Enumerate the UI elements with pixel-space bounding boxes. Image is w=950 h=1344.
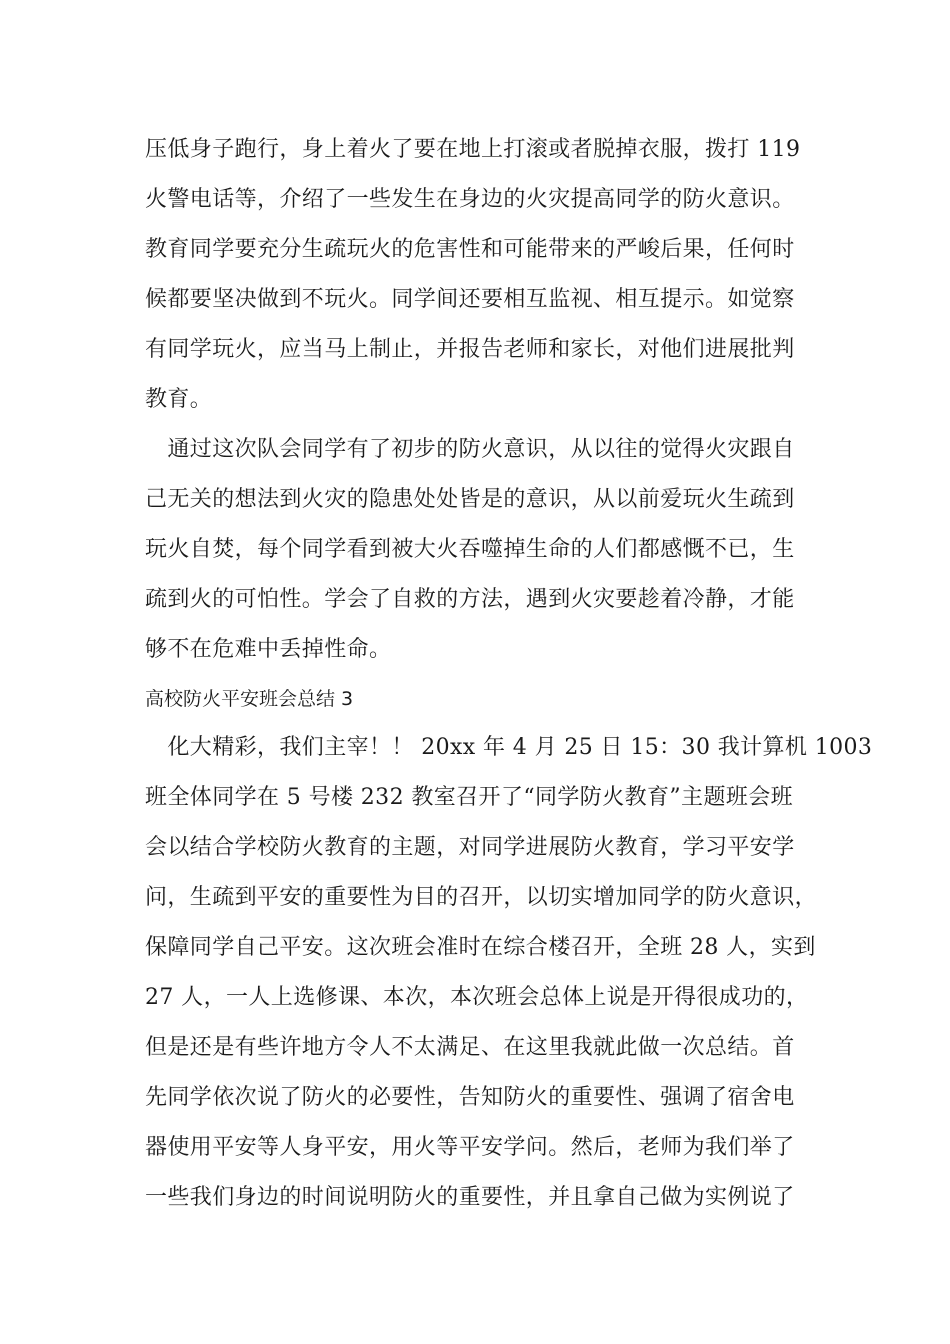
text-line: 但是还是有些许地方令人不太满足、在这里我就此做一次总结。首 xyxy=(145,1035,795,1060)
text-line: 化大精彩，我们主宰！！ 20xx 年 4 月 25 日 15：30 我计算机 1003 xyxy=(145,735,873,760)
text-line: 玩火自焚，每个同学看到被大火吞噬掉生命的人们都感慨不已，生 xyxy=(145,537,795,562)
text-line: 候都要坚决做到不玩火。同学间还要相互监视、相互提示。如觉察 xyxy=(145,287,795,312)
text-line: 器使用平安等人身平安，用火等平安学问。然后，老师为我们举了 xyxy=(145,1135,795,1160)
text-line: 火警电话等，介绍了一些发生在身边的火灾提高同学的防火意识。 xyxy=(145,187,795,212)
text-line: 班全体同学在 5 号楼 232 教室召开了“同学防火教育”主题班会班 xyxy=(145,785,794,810)
text-line: 一些我们身边的时间说明防火的重要性，并且拿自己做为实例说了 xyxy=(145,1185,795,1210)
text-line: 问，生疏到平安的重要性为目的召开，以切实增加同学的防火意识， xyxy=(145,885,818,910)
text-line: 够不在危难中丢掉性命。 xyxy=(145,637,392,662)
text-line: 教育同学要充分生疏玩火的危害性和可能带来的严峻后果，任何时 xyxy=(145,237,795,262)
text-line: 有同学玩火，应当马上制止，并报告老师和家长，对他们进展批判 xyxy=(145,337,795,362)
text-line: 通过这次队会同学有了初步的防火意识，从以往的觉得火灾跟自 xyxy=(145,437,795,462)
text-line: 己无关的想法到火灾的隐患处处皆是的意识，从以前爱玩火生疏到 xyxy=(145,487,795,512)
text-line: 会以结合学校防火教育的主题，对同学进展防火教育，学习平安学 xyxy=(145,835,795,860)
text-line: 教育。 xyxy=(145,387,213,412)
section-heading: 高校防火平安班会总结 3 xyxy=(145,688,354,710)
text-line: 疏到火的可怕性。学会了自救的方法，遇到火灾要趁着冷静，才能 xyxy=(145,587,795,612)
text-line: 27 人，一人上选修课、本次，本次班会总体上说是开得很成功的， xyxy=(145,985,809,1010)
text-line: 压低身子跑行，身上着火了要在地上打滚或者脱掉衣服，拨打 119 xyxy=(145,137,801,162)
text-line: 先同学依次说了防火的必要性，告知防火的重要性、强调了宿舍电 xyxy=(145,1085,795,1110)
text-line: 保障同学自己平安。这次班会准时在综合楼召开，全班 28 人，实到 xyxy=(145,935,816,960)
